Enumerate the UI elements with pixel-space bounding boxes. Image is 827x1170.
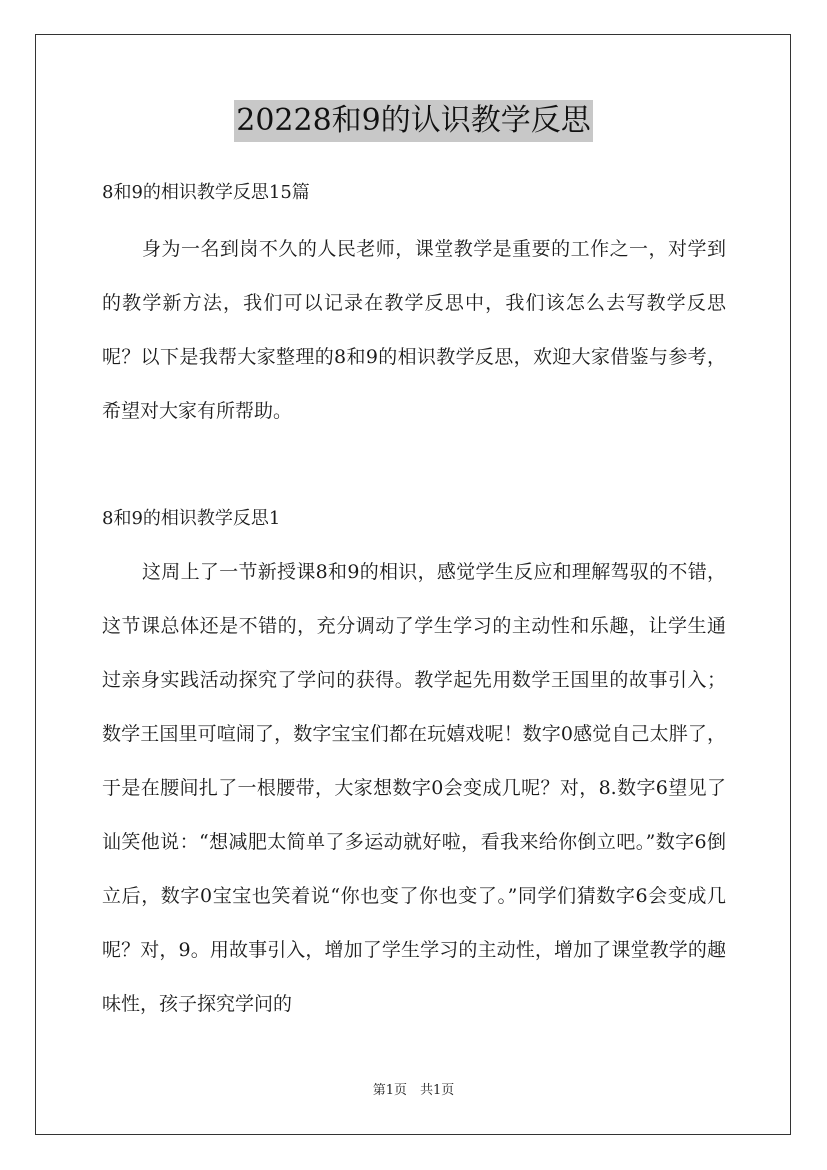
document-subtitle: 8和9的相识教学反思15篇 [102, 182, 310, 203]
page-footer: 第1页 共1页 [372, 1083, 455, 1098]
document-title: 20228和9的认识教学反思 [234, 100, 593, 142]
intro-paragraph: 身为一名到岗不久的人民老师，课堂教学是重要的工作之一，对学到的教学新方法，我们可以记录在教学反思中，我们该怎么去写教学反思呢？以下是我帮大家整理的8和9的相识教学反思，欢迎大家借鉴与参考，希望对大家有所帮助。 [102, 238, 726, 422]
title-container [0, 100, 827, 142]
section-heading: 8和9的相识教学反思1 [102, 508, 281, 529]
section-paragraph: 这周上了一节新授课8和9的相识，感觉学生反应和理解驾驭的不错，这节课总体还是不错的，充分调动了学生学习的主动性和乐趣，让学生通过亲身实践活动探究了学问的获得。教学起先用数学王国里的故事引入；数学王国里可喧闹了，数字宝宝们都在玩嬉戏呢！数字0感觉自己太胖了，于是在腰间扎了一根腰带，大家想数字0会变成几呢？对，8.数字6望见了讪笑他说：“想减肥太简单了多运动就好啦，看我来给你倒立吧。”数字6倒立后，数字0宝宝也笑着说“你也变了你也变了。”同学们猜数字6会变成几呢？对，9。用故事引入，增加了学生学习的主动性，增加了课堂教学的趣味性，孩子探究学问的 [102, 561, 726, 1015]
